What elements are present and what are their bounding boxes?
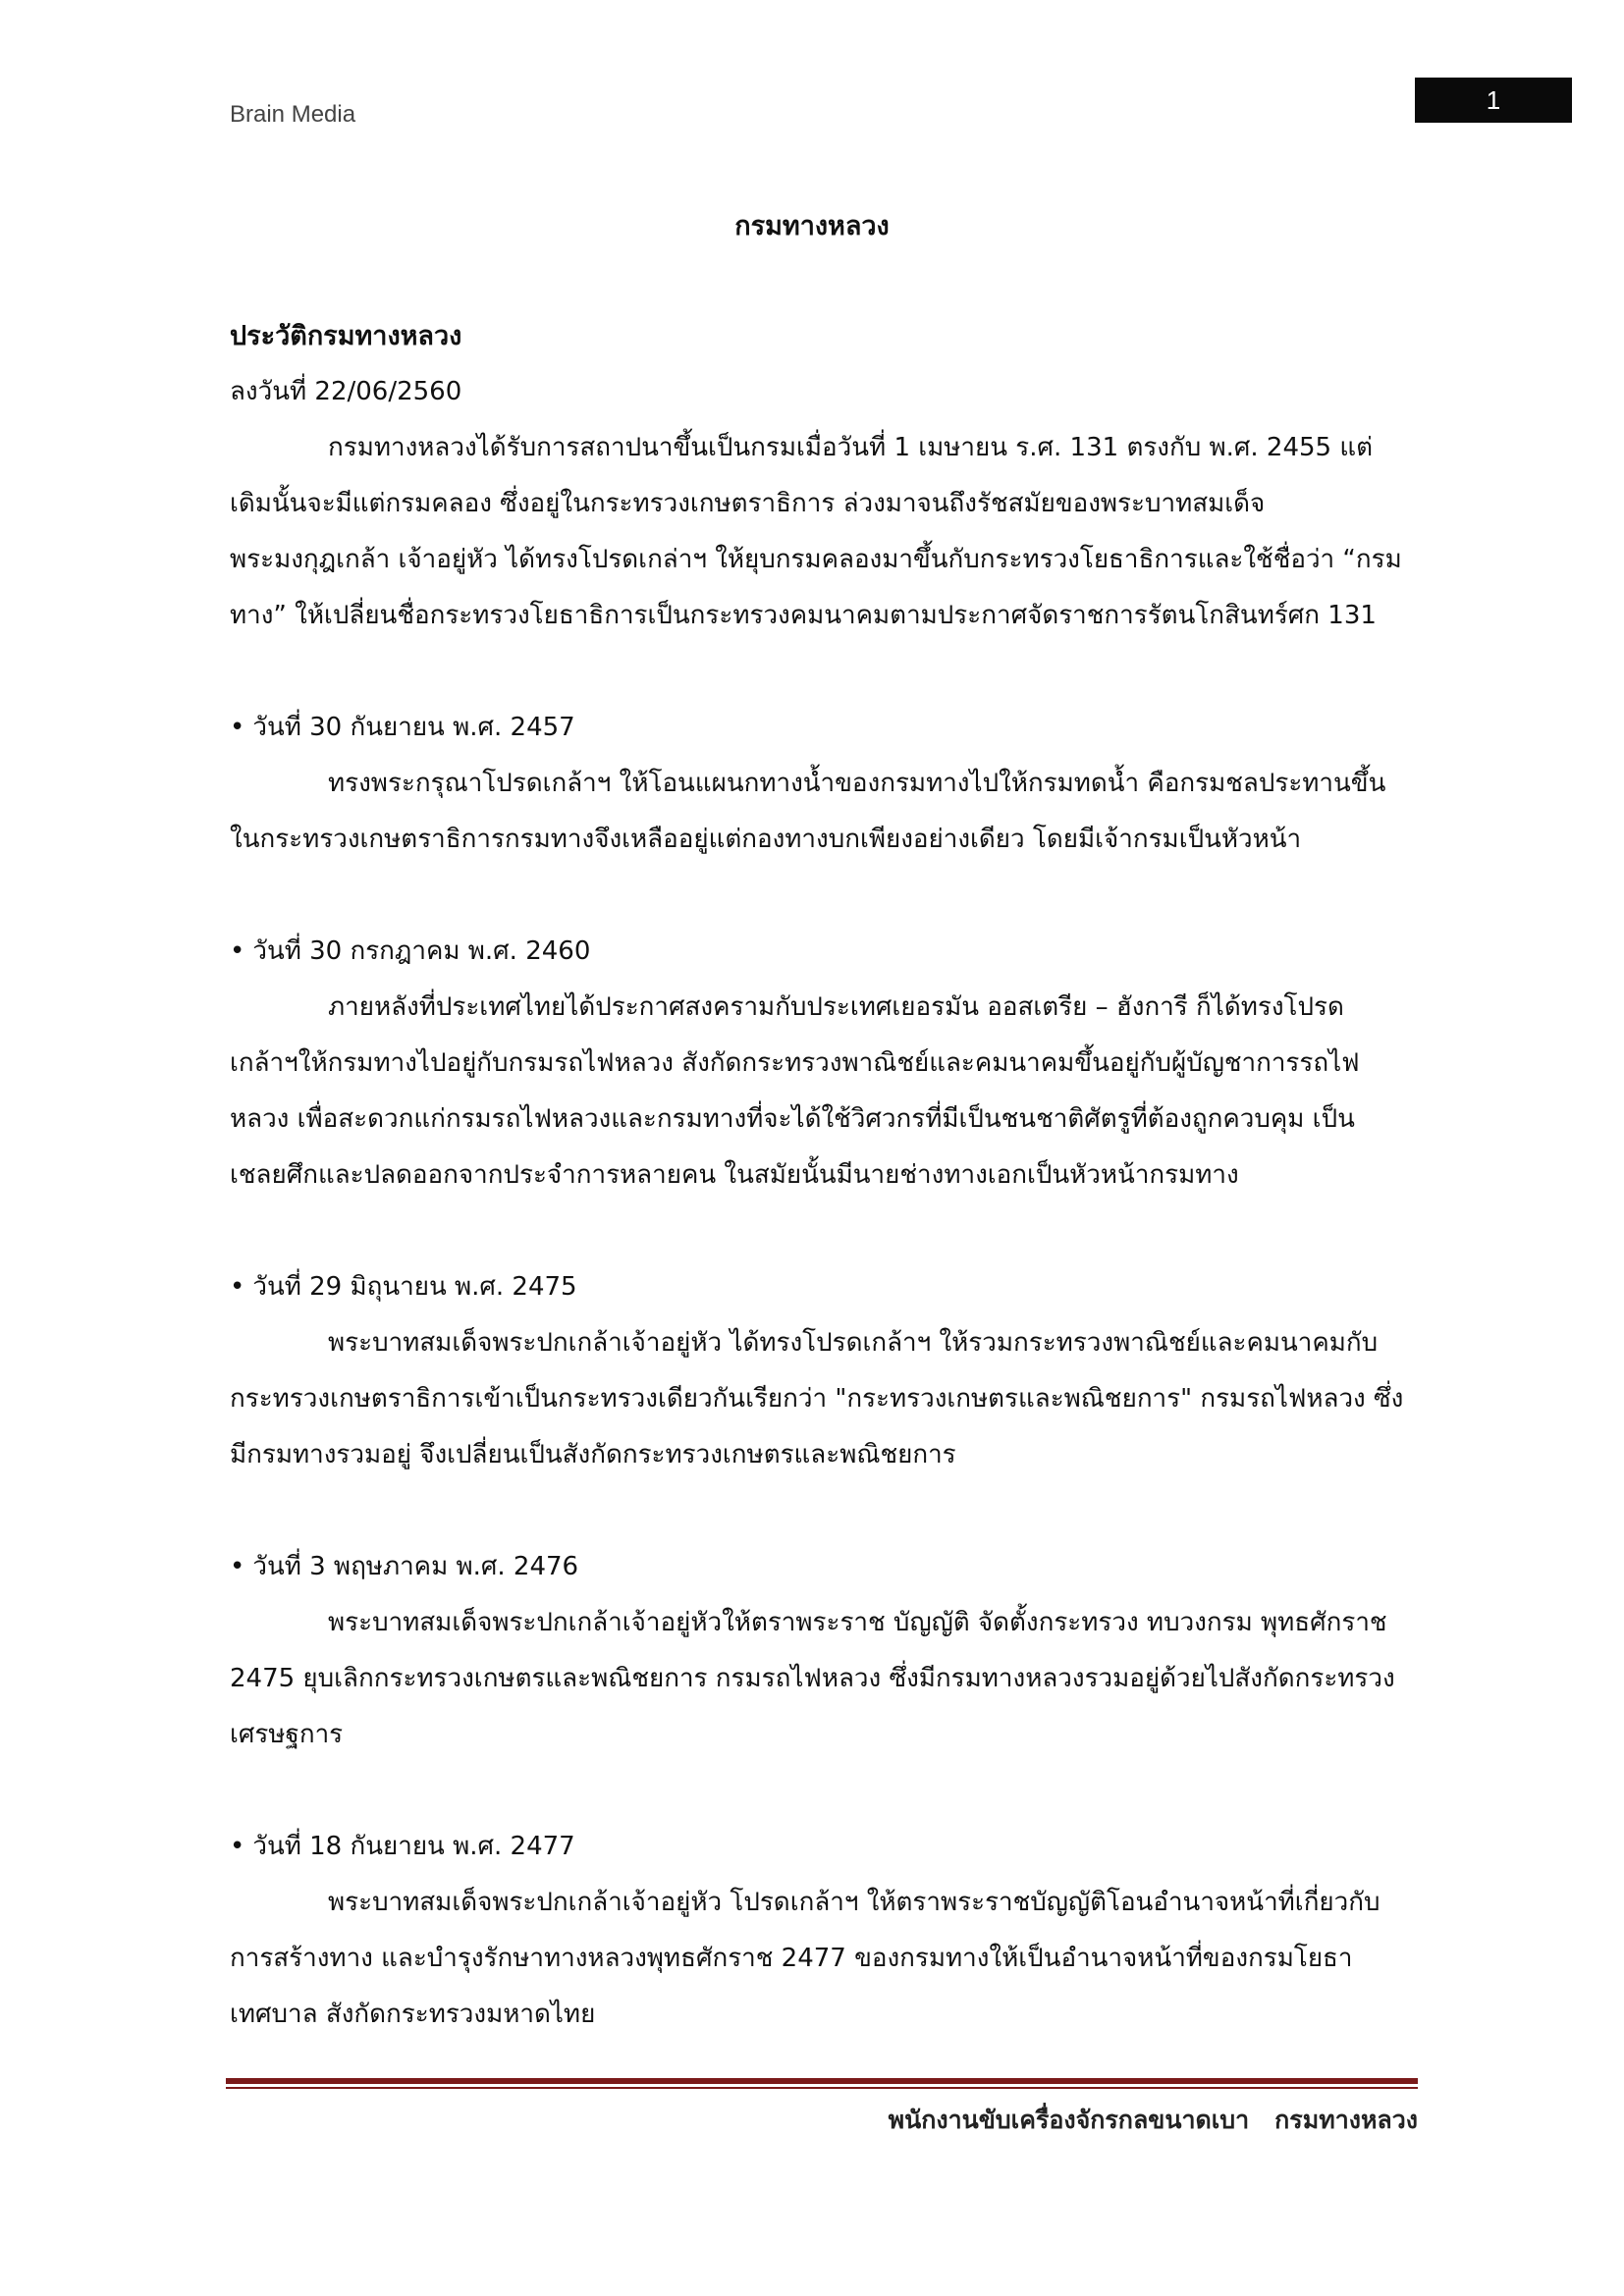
document-title: กรมทางหลวง: [734, 211, 890, 241]
entry-text: ภายหลังที่ประเทศไทยได้ประกาศสงครามกับประเทศเยอรมัน ออสเตรีย – ฮังการี ก็ได้ทรงโปรดเกล้าฯให้กรมทางไปอยู่กับกรมรถไฟหลวง สังกัดกระทรวงพาณิชย์และคมนาคมขึ้นอยู่กับผู้บัญชาการรถไฟหลวง เพื่อสะดวกแก่กรมรถไฟหลวงและกรมทางที่จะได้ใช้วิศวกรที่มีเป็นชนชาติศัตรูที่ต้องถูกควบคุม เป็นเชลยศึกและปลดออกจากประจำการหลายคน ในสมัยนั้นมีนายช่างทางเอกเป็นหัวหน้ากรมทาง: [230, 992, 1360, 1190]
entry-text: พระบาทสมเด็จพระปกเกล้าเจ้าอยู่หัว โปรดเกล้าฯ ให้ตราพระราชบัญญัติโอนอำนาจหน้าที่เกี่ยวกับการสร้างทาง และบำรุงรักษาทางหลวงพุทธศักราช 2477 ของกรมทางให้เป็นอำนาจหน้าที่ของกรมโยธาเทศบาล สังกัดกระทรวงมหาดไทย: [230, 1888, 1380, 2029]
entry-date: วันที่ 30 กันยายน พ.ศ. 2457: [252, 713, 575, 742]
header-brand: Brain Media: [230, 101, 356, 128]
bullet-icon: •: [230, 1272, 245, 1302]
timeline-entry: [230, 1539, 1408, 1763]
timeline-entry: [230, 1259, 1408, 1483]
section-heading: ประวัติกรมทางหลวง: [230, 321, 462, 351]
footer: [889, 2101, 1418, 2140]
entry-date-line: [230, 1539, 1408, 1595]
page-number-badge: [1415, 78, 1572, 123]
entry-date: วันที่ 3 พฤษภาคม พ.ศ. 2476: [252, 1552, 579, 1581]
entry-text: พระบาทสมเด็จพระปกเกล้าเจ้าอยู่หัวให้ตราพระราช บัญญัติ จัดตั้งกระทรวง ทบวงกรม พุทธศักราช 2475 ยุบเลิกกระทรวงเกษตรและพณิชยการ กรมรถไฟหลวง ซึ่งมีกรมทางหลวงรวมอยู่ด้วยไปสังกัดกระทรวงเศรษฐการ: [230, 1608, 1395, 1749]
entry-text: ทรงพระกรุณาโปรดเกล้าฯ ให้โอนแผนกทางน้ำของกรมทางไปให้กรมทดน้ำ คือกรมชลประทานขึ้นในกระทรวงเกษตราธิการกรมทางจึงเหลืออยู่แต่กองทางบกเพียงอย่างเดียว โดยมีเจ้ากรมเป็นหัวหน้า: [230, 769, 1386, 854]
posted-date: ลงวันที่ 22/06/2560: [230, 377, 462, 406]
entry-date-line: [230, 924, 1408, 980]
timeline-entry: [230, 1819, 1408, 2043]
bullet-icon: •: [230, 1832, 245, 1861]
document-body: [230, 308, 1408, 2043]
entry-text: พระบาทสมเด็จพระปกเกล้าเจ้าอยู่หัว ได้ทรงโปรดเกล้าฯ ให้รวมกระทรวงพาณิชย์และคมนาคมกับกระทรวงเกษตราธิการเข้าเป็นกระทรวงเดียวกันเรียกว่า "กระทรวงเกษตรและพณิชยการ" กรมรถไฟหลวง ซึ่งมีกรมทางรวมอยู่ จึงเปลี่ยนเป็นสังกัดกระทรวงเกษตรและพณิชยการ: [230, 1328, 1404, 1469]
entry-date-line: [230, 1819, 1408, 1875]
entry-date-line: [230, 1259, 1408, 1315]
bullet-icon: •: [230, 1552, 245, 1581]
entry-date: วันที่ 30 กรกฎาคม พ.ศ. 2460: [252, 936, 591, 966]
footer-divider: [226, 2078, 1418, 2084]
timeline-entry: [230, 924, 1408, 1203]
timeline-entry: [230, 700, 1408, 868]
footer-position: พนักงานขับเครื่องจักรกลขนาดเบา: [888, 2106, 1250, 2134]
bullet-icon: •: [230, 936, 245, 966]
entry-date: วันที่ 29 มิถุนายน พ.ศ. 2475: [252, 1272, 577, 1302]
footer-divider-thin: [226, 2087, 1418, 2089]
entry-date-line: [230, 700, 1408, 756]
intro-paragraph: กรมทางหลวงได้รับการสถาปนาขึ้นเป็นกรมเมื่อวันที่ 1 เมษายน ร.ศ. 131 ตรงกับ พ.ศ. 2455 แต่เดิมนั้นจะมีแต่กรมคลอง ซึ่งอยู่ในกระทรวงเกษตราธิการ ล่วงมาจนถึงรัชสมัยของพระบาทสมเด็จพระมงกุฎเกล้า เจ้าอยู่หัว ได้ทรงโปรดเกล่าฯ ให้ยุบกรมคลองมาขึ้นกับกระทรวงโยธาธิการและใช้ชื่อว่า “กรมทาง” ให้เปลี่ยนชื่อกระทรวงโยธาธิการเป็นกระทรวงคมนาคมตามประกาศจัดราชการรัตนโกสินทร์ศก 131: [230, 433, 1402, 630]
bullet-icon: •: [230, 713, 245, 742]
footer-department: กรมทางหลวง: [1274, 2106, 1418, 2134]
page-number: 1: [1486, 84, 1501, 115]
entry-date: วันที่ 18 กันยายน พ.ศ. 2477: [252, 1832, 575, 1861]
